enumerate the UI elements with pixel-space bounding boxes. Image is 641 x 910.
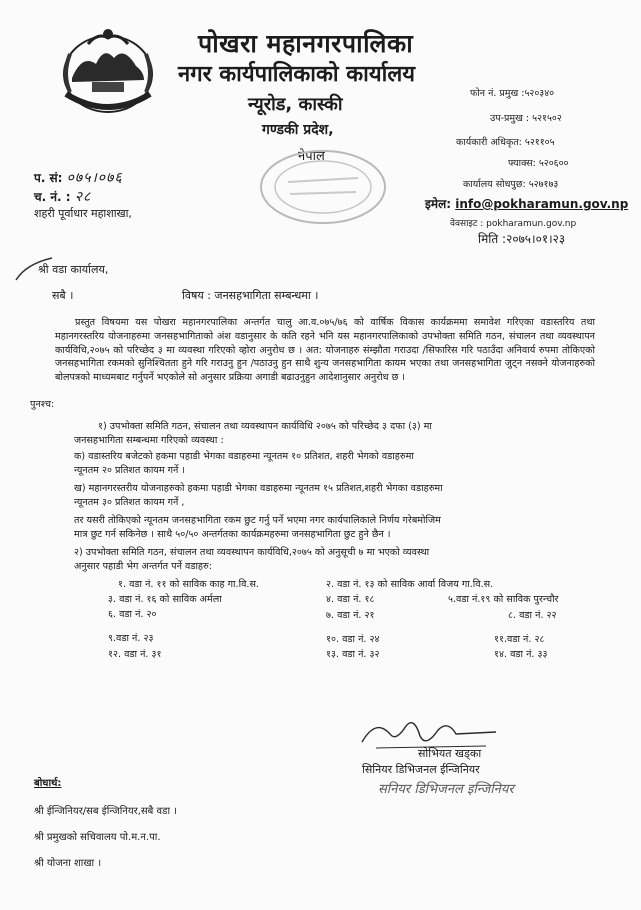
addressee-line2: सबै । — [52, 289, 74, 302]
signatory-title: सिनियर डिभिजनल ईन्जिनियर — [362, 763, 480, 776]
ref-ps-value: ०७५।०७६ — [66, 170, 123, 186]
item1-a: १) उपभोक्ता समिति गठन, संचालन तथा व्यवस्थापन कार्यविधि २०७५ को परिच्छेद ३ दफा (३) मा — [98, 421, 432, 432]
office-title: पोखरा महानगरपालिका — [198, 29, 414, 58]
office-stamp-icon — [258, 148, 388, 226]
subject: विषय : जनसहभागिता सम्बन्धमा । — [182, 289, 319, 302]
ref-cn-value: २८ — [74, 189, 92, 205]
cc-line2: श्री प्रमुखको सचिवालय पो.म.न.पा. — [34, 832, 161, 843]
ward-item: ५.वडा नं.१९ को साविक पुरन्चौर — [448, 594, 559, 605]
ward-item: ९.वडा नं. २३ — [108, 633, 154, 644]
ward-item: ३. वडा नं. १६ को साविक अर्मला — [108, 594, 222, 605]
signatory-name: सोभियत खड्का — [418, 747, 482, 760]
addressee-line1: श्री वडा कार्यालय, — [38, 263, 109, 276]
ref-ps — [34, 168, 123, 187]
ward-item: ७. वडा नं. २१ — [326, 610, 375, 621]
tara-b: मात्र छुट गर्न सकिनेछ । साथै ५०/५० अन्तर्गतका कार्यक्रमहरुमा जनसहभागिता छुट हुने छैन । — [74, 529, 391, 540]
web-link[interactable]: pokharamun.gov.np — [486, 219, 577, 229]
kha-a: ख) महानगरस्तरीय योजनाहरुको हकमा पहाडी भेगका वडाहरुमा न्यूनतम १५ प्रतिशत,शहरी भेगका वडाहरुमा — [74, 483, 443, 494]
body-paragraph — [55, 316, 595, 385]
email-link[interactable]: info@pokharamun.gov.np — [455, 197, 629, 211]
phone-deputy: उप-प्रमुख : ५२१५०२ — [490, 113, 562, 124]
ward-item: १३. वडा नं. ३२ — [326, 649, 380, 660]
handwritten-tick-icon — [14, 254, 54, 284]
web-line — [450, 216, 576, 229]
ps-label: पुनश्च: — [30, 399, 55, 410]
office-subtitle: नगर कार्यपालिकाको कार्यालय — [178, 62, 415, 87]
office-province: गण्डकी प्रदेश, — [262, 122, 334, 138]
ward-item: ४. वडा नं. १८ — [326, 594, 375, 605]
kha-b: न्यूनतम ३० प्रतिशत कायम गर्ने , — [74, 497, 185, 508]
ward-item: १०. वडा नं. २४ — [326, 634, 380, 645]
info-officer: कार्यालय सोधपुछ: ५२७१७३ — [463, 179, 559, 190]
email-label: इमेल: — [425, 197, 452, 211]
letter-date: मिति :२०७५।०१।२३ — [478, 232, 566, 246]
ward-item: २. वडा नं. १३ को साविक आर्वा विजय गा.वि.स. — [326, 579, 494, 590]
ref-cn — [34, 187, 91, 206]
ward-item: १४. वडा नं. ३३ — [494, 649, 548, 660]
office-address: न्यूरोड, कास्की — [248, 94, 343, 115]
email-line — [425, 195, 628, 212]
ward-item: ८. वडा नं. २२ — [508, 610, 557, 621]
cc-label: बोधार्थ: — [34, 778, 62, 789]
web-label: वेवसाइट : — [450, 219, 484, 229]
item1-b: जनसहभागिता सम्बन्धमा गरिएको व्यवस्था : — [74, 435, 224, 446]
ref-ps-label: प. सं: — [34, 171, 63, 185]
branch-name: शहरी पूर्वाधार महाशाखा, — [34, 207, 132, 220]
ref-cn-label: च. नं. : — [34, 190, 71, 204]
phone-cao: कार्यकारी अधिकृत: ५२११०५ — [456, 137, 555, 148]
ka-b: न्यूनतम २० प्रतिशत कायम गर्ने । — [74, 465, 186, 476]
office-country: नेपाल — [298, 149, 325, 164]
tara-a: तर यसरी तोकिएको न्यूनतम जनसहभागिता रकम छुट गर्नु पर्ने भएमा नगर कार्यपालिकाले निर्णय गरेबमोजिम — [74, 515, 441, 526]
ward-item: १. वडा नं. ११ को साविक काह गा.वि.स. — [118, 579, 259, 590]
signatory-stamp: सनियर डिभिजनल इन्जिनियर — [378, 782, 514, 797]
item2-b: अनुसार पहाडी भेग अन्तर्गत पर्ने वडाहरु: — [74, 561, 212, 572]
ward-item: ६. वडा नं. २० — [108, 609, 157, 620]
item2-a: २) उपभोक्ता समिति गठन, संचालन तथा व्यवस्थापन कार्यविधि,२०७५ को अनुसूची ७ मा भएको व्यवस्था — [74, 547, 430, 558]
ward-item: १२. वडा नं. ३१ — [108, 649, 162, 660]
fax: फ्याक्स: ५२०६०० — [508, 158, 569, 169]
ward-item: ११.वडा नं. २८ — [494, 634, 545, 645]
para1-text: प्रस्तुत विषयमा यस पोखरा महानगरपालिका अन्तर्गत चालु आ.व.०७५/७६ को वार्षिक विकास कार्यक्रममा समावेश गरिएका वडास्तरिय तथा महानगरस्तरिय योजनाहरुमा जनसहभागिताको अंश वडानुसार के कति रहने भनि यस महानगरपालिकाको उपभोक्ता समिति गठन, संचालन तथा व्यवस्थापन कार्यविधि,२०७५ को परिच्छेद ३ मा व्यवस्था गरिएको व्होरा अनुरोध छ । अत: योजनाहरु संम्झौता गराउदा /सिफारिस गरि पठाउँदा अनिवार्य रुपमा तोकिएको जनसहभागिता रकमको सुनिश्चितता हुने गरि गराउनु हुन /पठाउनु हुन साथै शुन्य जनसहभागिता कायम भएका तथा जनसहभागिता जुट्न नसक्ने योजनाहरुको बोलपत्रको माध्यमबाट गर्नुपर्ने भएकोले सो अनुसार प्रक्रिया अगाडी बढाउनुहुन आदेशानुसार अनुरोध छ । — [55, 317, 595, 384]
phone-chief: फोन नं. प्रमुख :५२०३४० — [470, 88, 555, 99]
nepal-emblem-icon — [48, 24, 168, 122]
ka-a: क) वडास्तरिय बजेटको हकमा पहाडी भेगका वडाहरुमा न्यूनतम १० प्रतिशत, शहरी भेगको वडाहरुमा — [74, 451, 414, 462]
cc-line3: श्री योजना शाखा । — [34, 858, 102, 869]
cc-line1: श्री ईन्जिनियर/सब ईन्जिनियर,सबै वडा । — [34, 806, 178, 817]
